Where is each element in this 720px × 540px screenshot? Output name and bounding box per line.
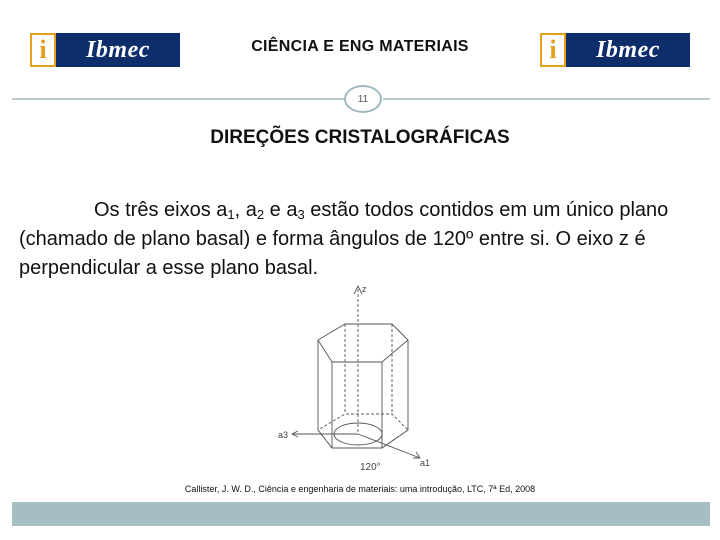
header-divider-right <box>383 98 710 100</box>
hexagonal-cell-figure <box>270 282 460 474</box>
ibmec-logo-wordmark: Ibmec <box>56 33 180 67</box>
axis-a3-label: a3 <box>278 430 289 440</box>
header-divider-left <box>12 98 345 100</box>
angle-label: 120° <box>360 462 381 473</box>
axis-a1-label: a1 <box>420 458 431 468</box>
ibmec-logo-wordmark: Ibmec <box>566 33 690 67</box>
ibmec-logo-right <box>540 33 690 67</box>
ibmec-logo-left <box>30 33 180 67</box>
citation: Callister, J. W. D., Ciência e engenharia de materiais: uma introdução, LTC, 7ª Ed, 2008 <box>184 484 536 494</box>
body-paragraph: Os três eixos $a_1$, $a_2$ e $a_3$ estão todos contidos em um único plano (chamado de plano basal) e forma ângulos de 120º entre si. O eixo z é perpendicular a esse plano basal. <box>19 199 669 279</box>
ibmec-logo-mark: i <box>540 33 566 67</box>
slide-number: 11 <box>344 85 382 113</box>
axis-z-label: z <box>362 284 367 294</box>
ibmec-logo-mark: i <box>30 33 56 67</box>
course-title: CIÊNCIA E ENG MATERIAIS <box>251 38 469 55</box>
section-title: DIREÇÕES CRISTALOGRÁFICAS <box>210 127 510 148</box>
footer-bar <box>12 502 710 526</box>
